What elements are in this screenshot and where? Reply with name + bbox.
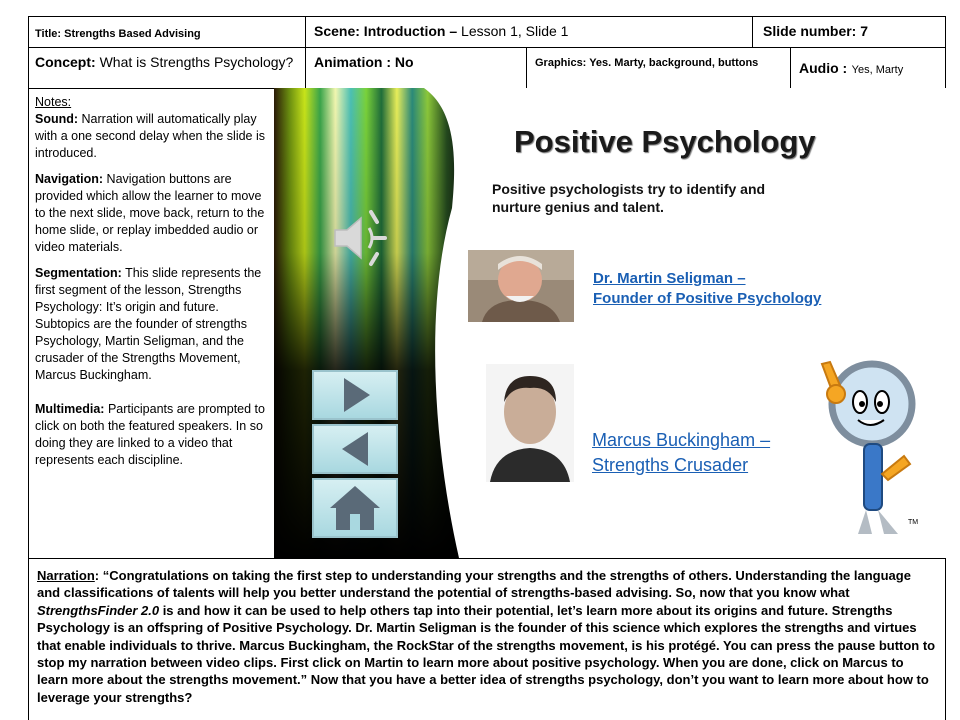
graphics-cell — [526, 47, 791, 89]
trademark-text: TM — [908, 519, 919, 526]
narration-italic: StrengthsFinder 2.0 — [37, 602, 160, 618]
back-button[interactable] — [312, 424, 398, 474]
multimedia-label: Multimedia: — [35, 402, 105, 416]
play-left-icon — [314, 426, 396, 472]
subtitle-line-1: Positive psychologists try to identify and — [492, 181, 766, 197]
animation-cell — [305, 47, 527, 89]
next-button[interactable] — [312, 370, 398, 420]
concept-label: Concept: — [35, 54, 96, 70]
speaker-icon[interactable] — [329, 208, 399, 268]
navigation-text: Navigation buttons are provided which allow the learner to move to the next slide, move back, return to the home slide, or replay imbedded audio or video materials. — [35, 172, 265, 254]
segmentation-label: Segmentation: — [35, 266, 122, 280]
slide-heading: Positive Psychology — [514, 124, 816, 159]
scene-value: Lesson 1, Slide 1 — [461, 23, 569, 39]
concept-cell — [28, 47, 306, 89]
magnifier-mascot — [812, 356, 922, 541]
scene-cell — [305, 16, 753, 48]
audio-label: Audio : — [799, 60, 848, 76]
notes-heading — [35, 94, 268, 111]
slide-number: Slide number: 7 — [763, 23, 869, 39]
seligman-photo[interactable] — [468, 250, 574, 322]
play-right-icon — [314, 372, 396, 418]
notes-navigation — [35, 171, 268, 256]
animation-label: Animation : No — [314, 54, 414, 70]
seligman-link[interactable] — [593, 269, 821, 309]
audio-cell — [790, 47, 946, 89]
sound-label: Sound: — [35, 112, 79, 126]
seligman-line-2: Founder of Positive Psychology — [593, 290, 822, 307]
narration-panel — [28, 558, 946, 720]
audio-value: Yes, Marty — [851, 64, 904, 76]
slide-subtitle — [492, 180, 765, 216]
narration-part-2: is and how it can be used to help others tap into their potential, let’s learn more about its origins and future. Strengths Psychology is an offspring of Positive Psychology. Dr. Martin Seligman is the founder of this science which explores the strengths and virtues that enable individuals to thrive. Marcus Buckingham, the RockStar of the strengths movement, is his protégé. You can press the pause button to stop my narration between video clips. First click on Martin to learn more about positive psychology. When you are done, click on Marcus to learn more about the strengths movement.” Now that you have a better idea of strengths psychology, don’t you want to learn more about how to leverage your strengths? — [37, 602, 936, 705]
buckingham-photo[interactable] — [486, 364, 574, 482]
sound-text: Narration will automatically play with a one second delay when the slide is introduced. — [35, 112, 266, 160]
scene-dash: – — [449, 23, 458, 39]
notes-sound — [35, 111, 268, 162]
subtitle-line-2: nurture genius and talent. — [492, 199, 664, 215]
home-icon — [314, 480, 396, 536]
buckingham-line-1: Marcus Buckingham – — [592, 430, 771, 450]
segmentation-text: This slide represents the first segment of the lesson, Strengths Psychology: It’s origin and future. Subtopics are the founder of strengths Psychology, Martin Seligman, and the crusader of the Strengths Movement, Marcus Buckingham. — [35, 266, 262, 382]
doc-title: Title: Strengths Based Advising — [35, 28, 201, 40]
notes-heading-text: Notes: — [35, 95, 72, 109]
slide-number-cell — [752, 16, 946, 48]
notes-panel — [28, 88, 274, 558]
buckingham-link[interactable] — [592, 428, 770, 478]
buckingham-line-2: Strengths Crusader — [592, 455, 749, 475]
concept-value: What is Strengths Psychology? — [99, 54, 294, 70]
multimedia-text: Participants are prompted to click on both the featured speakers. In so doing they are linked to a video that represents each discipline. — [35, 402, 265, 467]
scene-label: Scene: Introduction — [314, 23, 446, 39]
notes-multimedia — [35, 401, 268, 469]
title-cell — [28, 16, 306, 48]
narration-label: Narration — [37, 568, 95, 583]
seligman-line-1: Dr. Martin Seligman – — [593, 270, 746, 287]
navigation-label: Navigation: — [35, 172, 104, 186]
home-button[interactable] — [312, 478, 398, 538]
slide-canvas — [274, 88, 946, 558]
graphics-label: Graphics: Yes. Marty, background, buttons — [535, 57, 759, 69]
narration-part-1: : “Congratulations on taking the first step to understanding your strengths and the strengths of others. Understanding the language and classifications of talents will help you better understand the potential of strengths-based advising. So, now that you know what — [37, 568, 911, 601]
notes-segmentation — [35, 265, 268, 384]
